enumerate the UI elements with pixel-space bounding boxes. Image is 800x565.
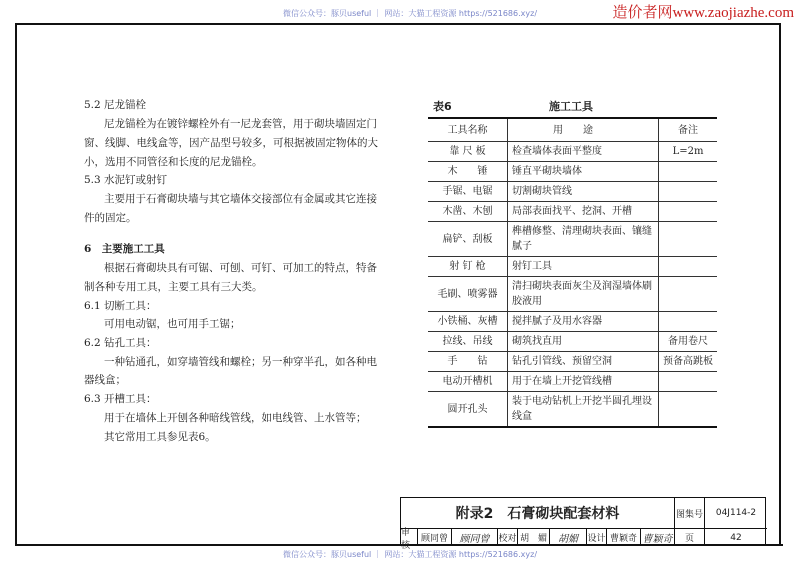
- designer-signature: 曹颖奇: [641, 529, 675, 546]
- title-block: [400, 497, 766, 551]
- tool-note-cell: [659, 372, 718, 392]
- tool-name-cell: 射 钉 枪: [428, 257, 508, 277]
- paragraph: 可用电动锯，也可用手工锯；: [104, 318, 241, 330]
- tool-use-cell: 装于电动钻机上开挖半圆孔埋设线盒: [508, 392, 659, 428]
- tool-use-cell: 砌筑找直用: [508, 332, 659, 352]
- tool-name-cell: 小铁桶、灰槽: [428, 312, 508, 332]
- paragraph: 器线盒；: [84, 374, 126, 386]
- bottom-watermark: 微信公众号：豚贝useful ｜ 网站：大猫工程资源 https://521686.xyz/: [283, 550, 538, 559]
- tool-name-cell: 木凿、木刨: [428, 202, 508, 222]
- section-6-1-title: 6.1 切断工具：: [84, 300, 157, 312]
- table-row: [428, 162, 717, 182]
- designer-name: 曹颖奇: [607, 529, 641, 546]
- atlas-number: 04J114-2: [705, 498, 767, 529]
- section-6-title: 6 主要施工工具: [84, 243, 165, 255]
- table-row: [428, 182, 717, 202]
- checker-signature: 胡媚: [550, 529, 587, 546]
- table-row: [428, 257, 717, 277]
- tool-name-cell: 拉线、吊线: [428, 332, 508, 352]
- top-watermark: 微信公众号：豚贝useful ｜ 网站：大猫工程资源 https://521686.xyz/: [283, 9, 538, 18]
- brand-watermark: 造价者网www.zaojiazhe.com: [612, 5, 794, 21]
- tool-name-cell: 扁铲、刮板: [428, 222, 508, 257]
- tool-name-cell: 木 锤: [428, 162, 508, 182]
- page-number: 42: [730, 532, 742, 543]
- tool-use-cell: 搅拌腻子及用水容器: [508, 312, 659, 332]
- reviewer-signature: 顾同曾: [452, 529, 498, 546]
- tool-note-cell: [659, 312, 718, 332]
- table-header-row: [428, 118, 717, 142]
- review-label: 审核: [401, 529, 418, 546]
- tool-note-cell: 备用卷尺: [659, 332, 718, 352]
- table-row: [428, 332, 717, 352]
- tool-name-cell: 毛刷、喷雾器: [428, 277, 508, 312]
- tool-note-cell: [659, 182, 718, 202]
- paragraph: 根据石膏砌块具有可锯、可刨、可钉、可加工的特点，特备: [104, 262, 377, 274]
- tool-note-cell: [659, 202, 718, 222]
- table-row: [428, 142, 717, 162]
- paragraph: 用于在墙体上开刨各种暗线管线，如电线管、上水管等；: [104, 412, 367, 424]
- table-row: [428, 222, 717, 257]
- paragraph: 窗、线脚、电线盒等，因产品型号较多，可根据被固定物体的大: [84, 137, 378, 149]
- tool-note-cell: [659, 162, 718, 182]
- tool-note-cell: [659, 222, 718, 257]
- section-6-2-title: 6.2 钻孔工具：: [84, 337, 157, 349]
- paragraph: 制各种专用工具，主要工具有三大类。: [84, 281, 263, 293]
- section-5-3-title: 5.3 水泥钉或射钉: [84, 174, 168, 186]
- tool-use-cell: 钻孔引管线、预留空洞: [508, 352, 659, 372]
- tool-use-cell: 检查墙体表面平整度: [508, 142, 659, 162]
- tool-note-cell: [659, 277, 718, 312]
- tool-note-cell: [659, 257, 718, 277]
- paragraph: 其它常用工具参见表6。: [104, 431, 216, 443]
- tool-note-cell: L=2m: [659, 142, 718, 162]
- column-header: 用途: [508, 118, 659, 142]
- tool-name-cell: 手锯、电锯: [428, 182, 508, 202]
- paragraph: 小，选用不同管径和长度的尼龙锚栓。: [84, 156, 263, 168]
- table-row: [428, 312, 717, 332]
- tool-use-cell: 射钉工具: [508, 257, 659, 277]
- column-header: 工具名称: [428, 118, 508, 142]
- table-label: 表6: [433, 100, 452, 113]
- reviewer-name: 顾同曾: [418, 529, 452, 546]
- section-5-2-title: 5.2 尼龙锚栓: [84, 99, 147, 111]
- tool-use-cell: 用于在墙上开挖管线槽: [508, 372, 659, 392]
- design-label: 设计: [587, 529, 607, 546]
- paragraph: 尼龙锚栓为在镀锌螺栓外有一尼龙套管，用于砌块墙固定门: [104, 118, 377, 130]
- tool-name-cell: 电动开槽机: [428, 372, 508, 392]
- drawing-title: 附录2 石膏砌块配套材料: [401, 498, 675, 529]
- tool-use-cell: 切割砌块管线: [508, 182, 659, 202]
- table-row: [428, 277, 717, 312]
- tool-name-cell: 靠 尺 板: [428, 142, 508, 162]
- tool-use-cell: 局部表面找平、挖洞、开槽: [508, 202, 659, 222]
- atlas-label: 图集号: [675, 498, 705, 529]
- tool-note-cell: 预备高跳板: [659, 352, 718, 372]
- tool-use-cell: 清扫砌块表面灰尘及润湿墙体刷胶液用: [508, 277, 659, 312]
- tools-table: [428, 117, 717, 428]
- column-header: 备注: [659, 118, 718, 142]
- tool-note-cell: [659, 392, 718, 428]
- table-row: [428, 372, 717, 392]
- table-row: [428, 352, 717, 372]
- table-title: 施工工具: [549, 100, 593, 113]
- page-label: 页: [675, 529, 705, 546]
- tool-use-cell: 榫槽修整、清理砌块表面、镶缝腻子: [508, 222, 659, 257]
- paragraph: 一种钻通孔，如穿墙管线和螺栓；另一种穿半孔，如各种电: [104, 356, 377, 368]
- section-6-3-title: 6.3 开槽工具：: [84, 393, 157, 405]
- tool-use-cell: 锤直平砌块墙体: [508, 162, 659, 182]
- paragraph: 件的固定。: [84, 212, 137, 224]
- tool-name-cell: 手 钻: [428, 352, 508, 372]
- tool-name-cell: 圆开孔头: [428, 392, 508, 428]
- checker-name: 胡 媚: [518, 529, 550, 546]
- table-row: [428, 202, 717, 222]
- table-row: [428, 392, 717, 428]
- paragraph: 主要用于石膏砌块墙与其它墙体交接部位有金属或其它连接: [104, 193, 377, 205]
- check-label: 校对: [498, 529, 518, 546]
